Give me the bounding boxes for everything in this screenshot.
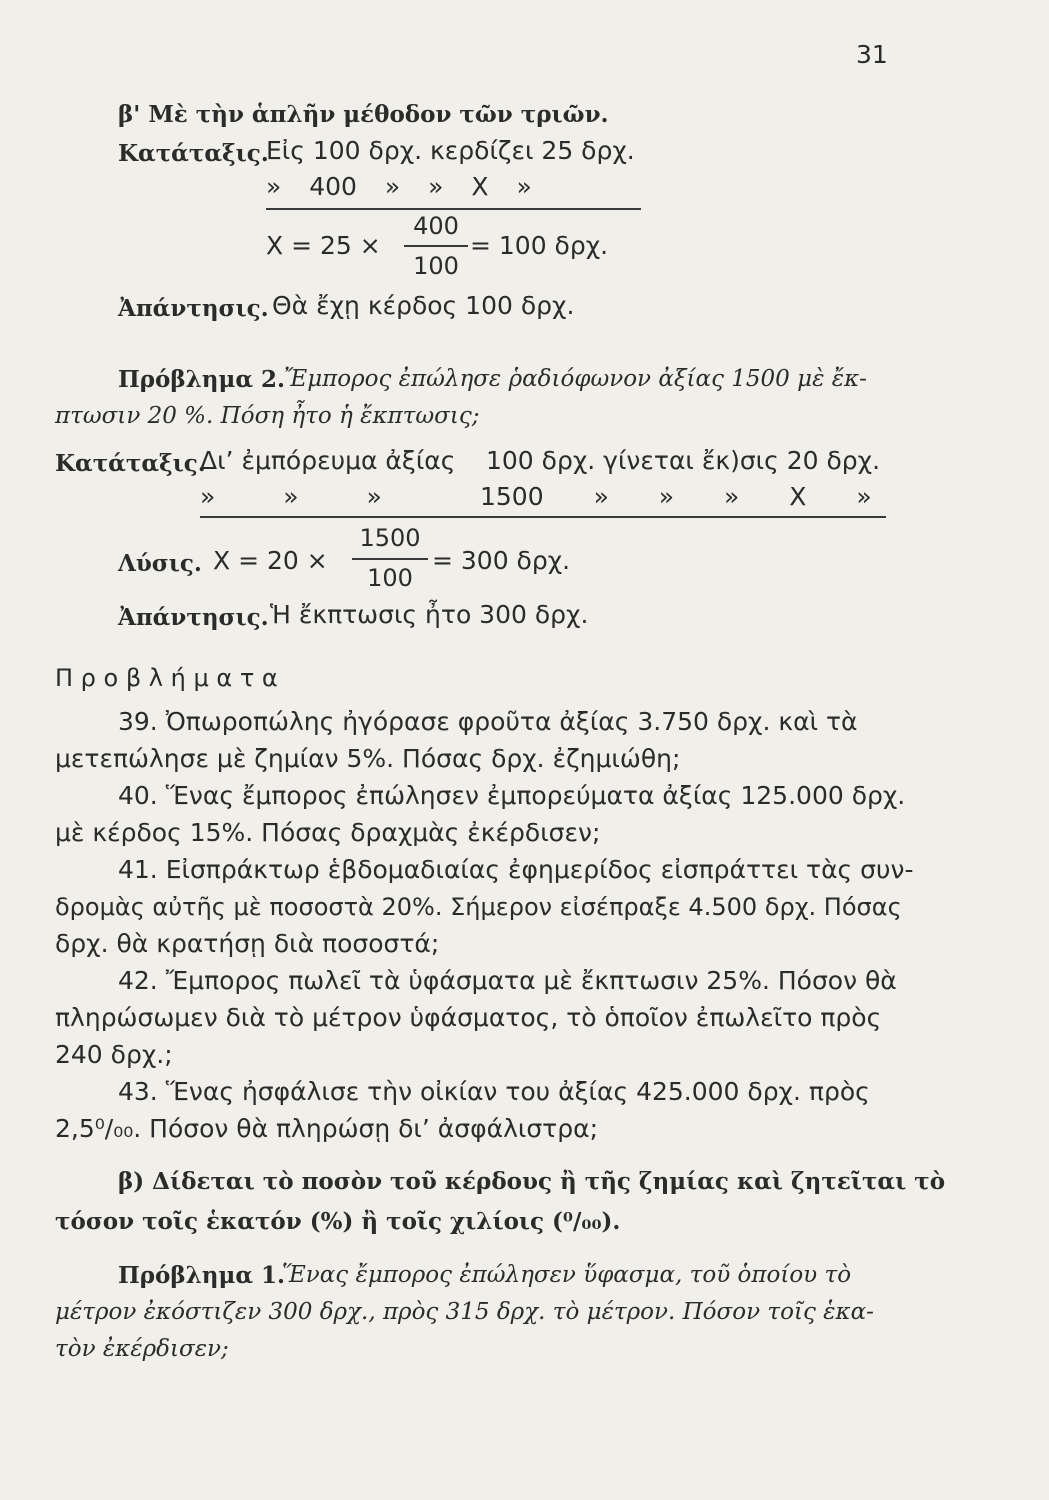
equation-right: = 100 δρχ. xyxy=(470,231,609,260)
divider-line xyxy=(266,208,641,210)
problem-40-line-2: μὲ κέρδος 15%. Πόσας δραχμὰς ἐκέρδισεν; xyxy=(55,818,601,847)
problem-39-line-1: 39. Ὀπωροπώλης ἠγόρασε φροῦτα ἀξίας 3.750 δρχ. καὶ τὰ xyxy=(118,707,858,736)
problem-1-label: Πρόβλημα 1. xyxy=(118,1262,286,1289)
problem-43-line-1: 43. Ἕνας ἠσφάλισε τὴν οἰκίαν του ἀξίας 425.000 δρχ. πρὸς xyxy=(118,1077,870,1106)
fraction-2-bar xyxy=(352,558,428,560)
problem-39-line-2: μετεπώλησε μὲ ζημίαν 5%. Πόσας δρχ. ἐζημιώθη; xyxy=(55,744,681,773)
katataxis-label: Κατάταξις. xyxy=(118,140,269,167)
katataxis-2-row-1-left: Δι’ ἐμπόρευμα ἀξίας xyxy=(200,446,456,475)
problem-42-line-3: 240 δρχ.; xyxy=(55,1040,173,1069)
problem-1-line-3: τὸν ἐκέρδισεν; xyxy=(55,1336,229,1362)
section-heading: β' Μὲ τὴν ἁπλῆν μέθοδον τῶν τριῶν. xyxy=(118,101,609,128)
answer-text: Θὰ ἔχῃ κέρδος 100 δρχ. xyxy=(272,291,575,320)
problem-40-line-1: 40. Ἕνας ἔμπορος ἐπώλησεν ἐμπορεύματα ἀξίας 125.000 δρχ. xyxy=(118,781,906,810)
problem-41-line-1: 41. Εἰσπράκτωρ ἑβδομαδιαίας ἐφημερίδος εἰσπράττει τὰς συν- xyxy=(118,855,914,884)
katataxis-row-2: » 400 » » Χ » xyxy=(266,172,532,201)
problem-2-text-line-1: Ἔμπορος ἐπώλησε ῥαδιόφωνον ἀξίας 1500 μὲ ἔκ- xyxy=(284,366,867,392)
lysis-label: Λύσις. xyxy=(118,550,202,577)
section-beta-heading-line-2: τόσον τοῖς ἑκατόν (%) ἢ τοῖς χιλίοις (⁰/₀₀). xyxy=(55,1208,621,1235)
answer-label-2: Ἀπάντησις. xyxy=(118,604,269,631)
equation-2-left: Χ = 20 × xyxy=(213,546,328,575)
fraction-numerator: 400 xyxy=(413,212,459,240)
problem-41-line-2: δρομὰς αὐτῆς μὲ ποσοστὰ 20%. Σήμερον εἰσέπραξε 4.500 δρχ. Πόσας xyxy=(55,893,902,921)
katataxis-2-row-2-left: » » » xyxy=(200,482,382,511)
katataxis-label-2: Κατάταξις. xyxy=(55,450,206,477)
answer-text-2: Ἡ ἔκπτωσις ἦτο 300 δρχ. xyxy=(270,600,589,629)
problem-1-line-1: Ἕνας ἔμπορος ἐπώλησεν ὕφασμα, τοῦ ὁποίου τὸ xyxy=(282,1262,852,1288)
section-beta-heading-line-1: β) Δίδεται τὸ ποσὸν τοῦ κέρδους ἢ τῆς ζημίας καὶ ζητεῖται τὸ xyxy=(118,1168,946,1195)
divider-line-2 xyxy=(200,516,886,518)
problem-1-line-2: μέτρον ἐκόστιζεν 300 δρχ., πρὸς 315 δρχ. τὸ μέτρον. Πόσον τοῖς ἑκα- xyxy=(55,1299,874,1325)
equation-2-right: = 300 δρχ. xyxy=(432,546,571,575)
equation-left: Χ = 25 × xyxy=(266,231,381,260)
fraction-bar xyxy=(404,245,468,247)
fraction-2-numerator: 1500 xyxy=(359,524,421,552)
katataxis-2-row-1-right: 100 δρχ. γίνεται ἔκ)σις 20 δρχ. xyxy=(486,446,881,475)
problems-heading: Π ρ ο β λ ή μ α τ α xyxy=(55,664,278,692)
fraction-2-denominator: 100 xyxy=(367,564,413,592)
problem-41-line-3: δρχ. θὰ κρατήσῃ διὰ ποσοστά; xyxy=(55,929,440,958)
katataxis-2-row-2-right: 1500 » » » Χ » xyxy=(480,482,872,511)
problem-2-text-line-2: πτωσιν 20 %. Πόση ἦτο ἡ ἔκπτωσις; xyxy=(55,403,480,429)
problem-43-line-2: 2,5⁰/₀₀. Πόσον θὰ πληρώσῃ δι’ ἀσφάλιστρα; xyxy=(55,1114,599,1143)
problem-42-line-2: πληρώσωμεν διὰ τὸ μέτρον ὑφάσματος, τὸ ὁποῖον ἐπωλεῖτο πρὸς xyxy=(55,1003,882,1032)
fraction-denominator: 100 xyxy=(413,252,459,280)
problem-2-label: Πρόβλημα 2. xyxy=(118,366,286,393)
problem-42-line-1: 42. Ἔμπορος πωλεῖ τὰ ὑφάσματα μὲ ἔκπτωσιν 25%. Πόσον θὰ xyxy=(118,966,897,995)
answer-label: Ἀπάντησις. xyxy=(118,295,269,322)
katataxis-row-1: Εἰς 100 δρχ. κερδίζει 25 δρχ. xyxy=(266,136,635,165)
page-number: 31 xyxy=(856,40,888,69)
